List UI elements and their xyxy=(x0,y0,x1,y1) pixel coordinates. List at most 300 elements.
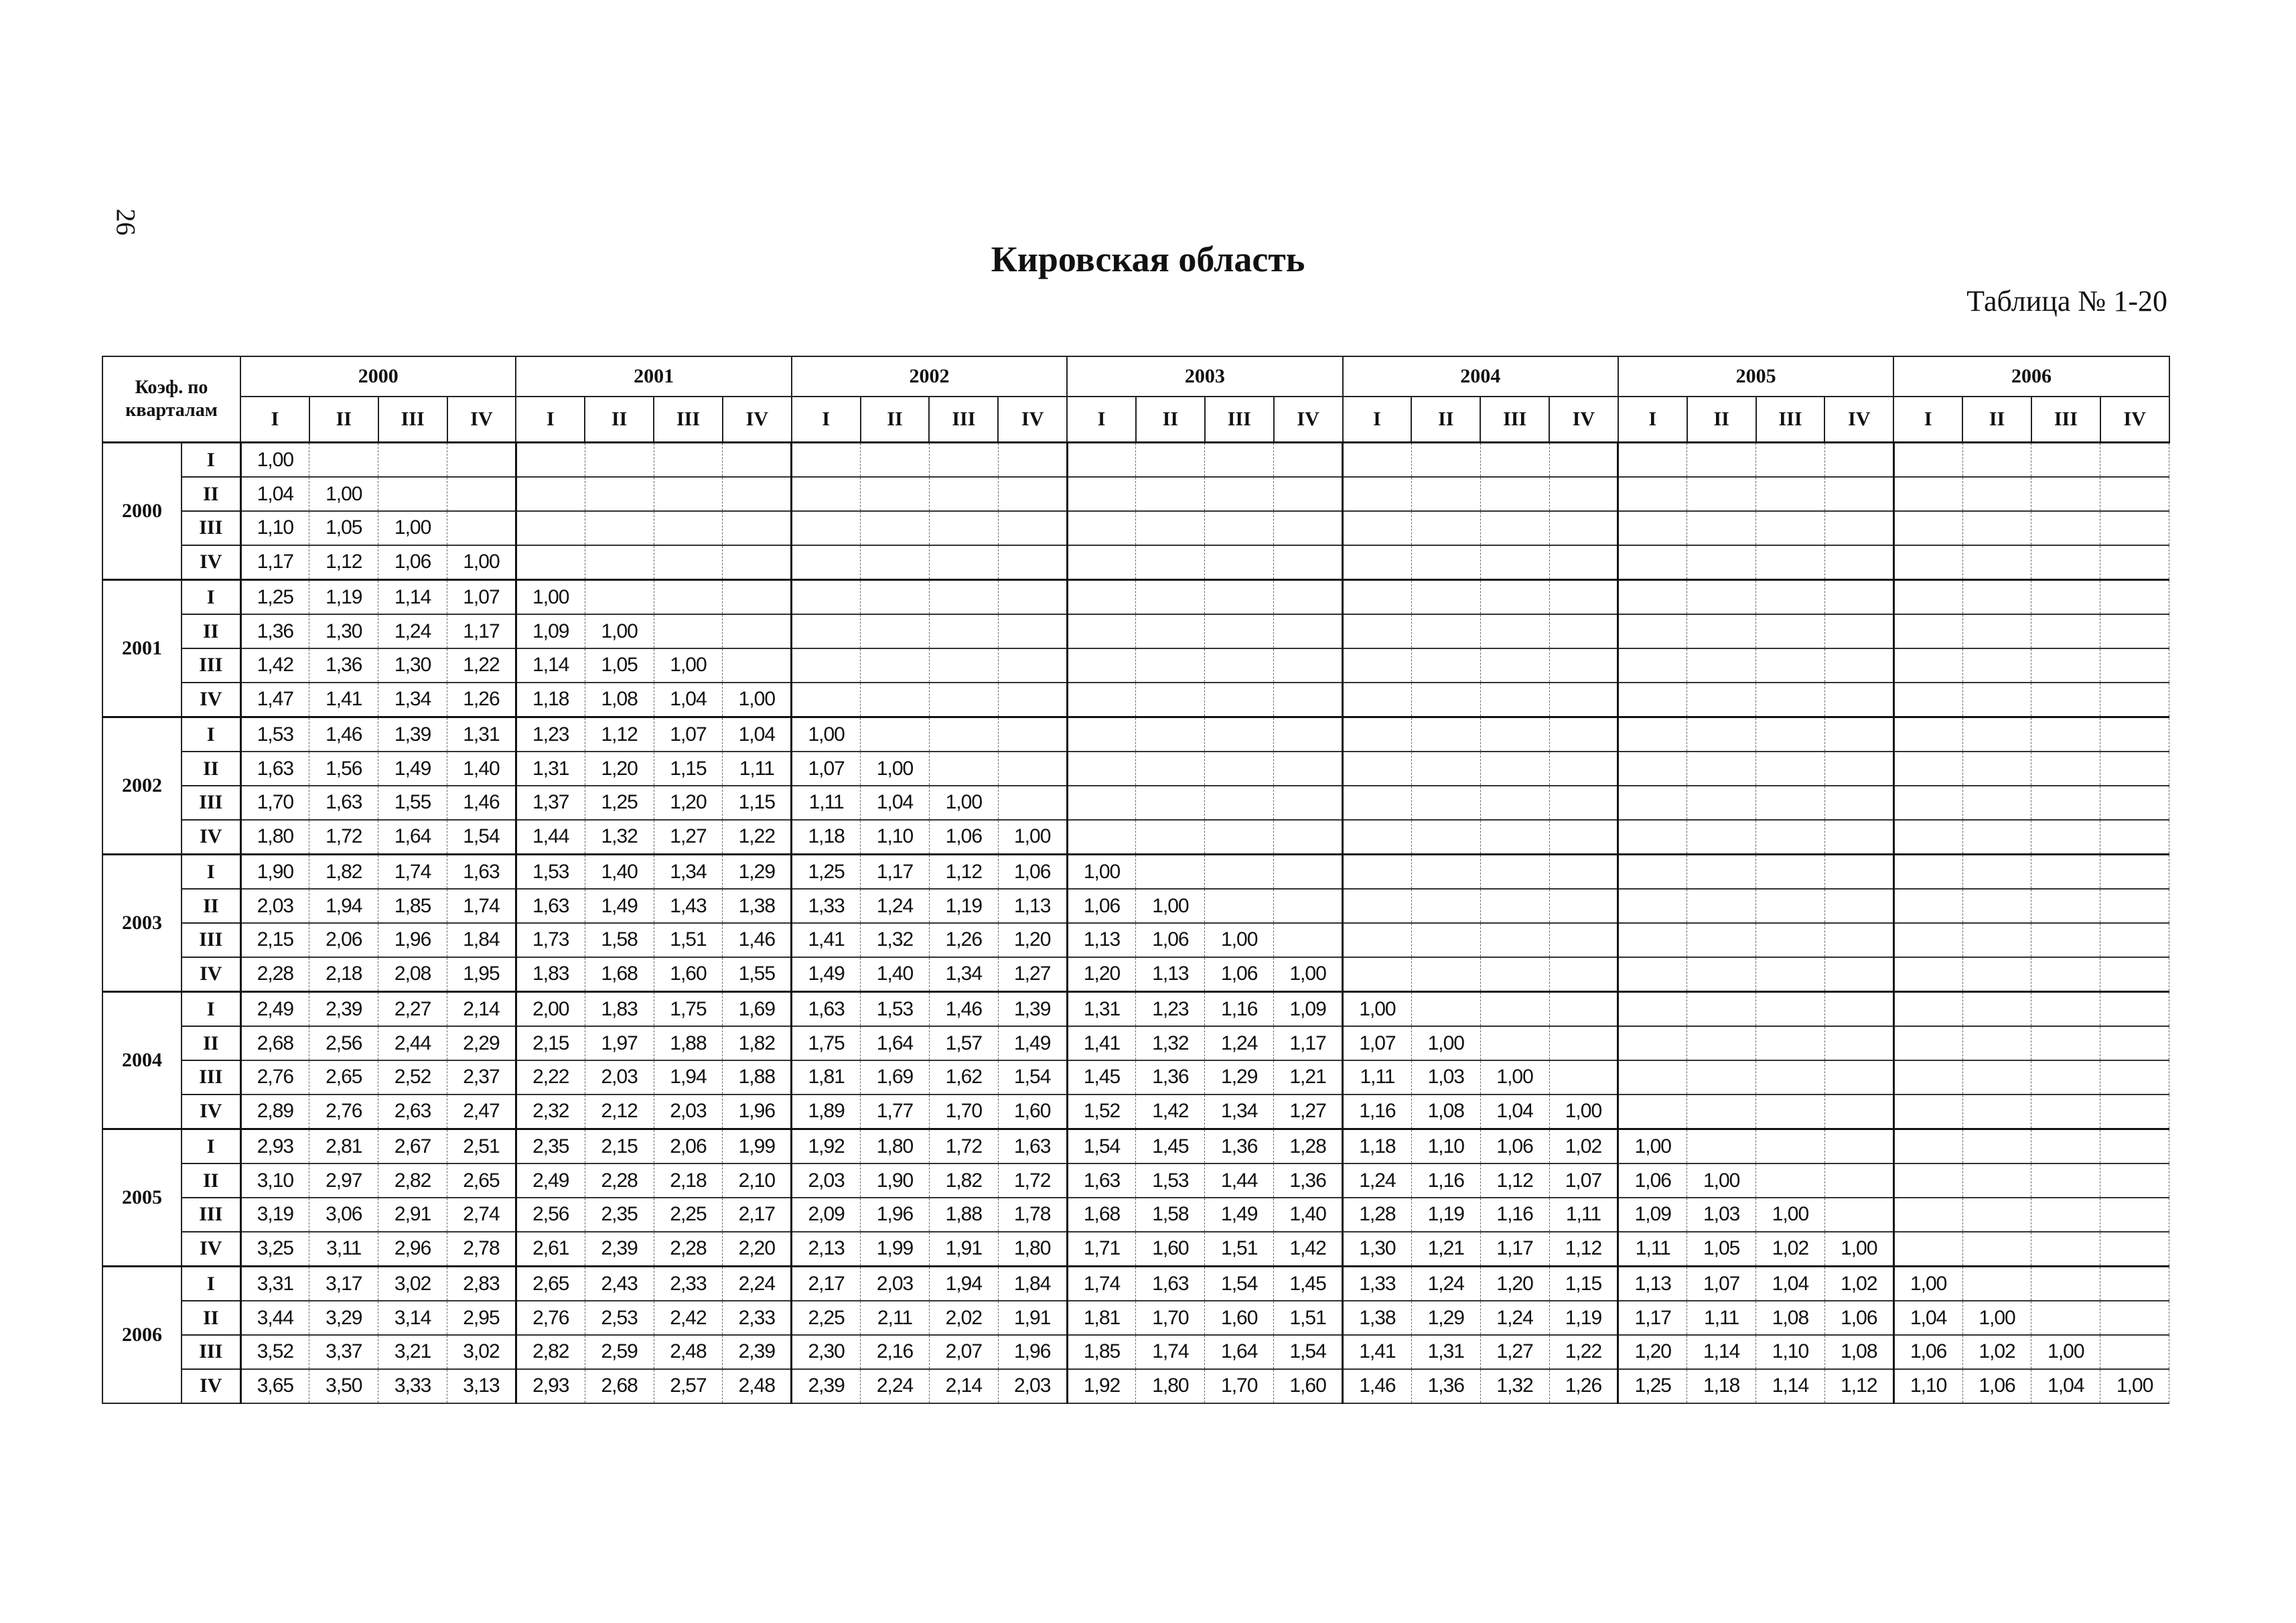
coefficient-cell xyxy=(2100,1026,2169,1060)
coefficient-cell xyxy=(1618,717,1687,752)
coefficient-cell: 1,42 xyxy=(1274,1232,1343,1267)
coefficient-cell: 1,24 xyxy=(1205,1026,1274,1060)
coefficient-cell: 1,27 xyxy=(654,820,723,855)
coefficient-cell xyxy=(2100,1232,2169,1267)
corner-header-line: Коэф. по xyxy=(135,377,208,398)
coefficient-cell xyxy=(2031,820,2100,855)
coefficient-cell: 1,00 xyxy=(2031,1335,2100,1369)
coefficient-cell xyxy=(1343,889,1412,923)
coefficient-cell: 1,69 xyxy=(861,1060,930,1095)
coefficient-cell xyxy=(1136,511,1205,545)
coefficient-cell: 1,83 xyxy=(516,957,585,992)
row-quarter-label: II xyxy=(182,614,240,648)
coefficient-cell xyxy=(1893,683,1962,717)
coefficient-cell xyxy=(1756,752,1825,786)
coefficient-cell: 1,71 xyxy=(1067,1232,1136,1267)
coefficient-cell: 1,60 xyxy=(1136,1232,1205,1267)
coefficient-cell xyxy=(1205,820,1274,855)
coefficient-cell: 1,63 xyxy=(792,992,861,1027)
coefficient-cell: 2,65 xyxy=(516,1267,585,1301)
corner-header xyxy=(102,356,240,443)
coefficient-cell xyxy=(1205,648,1274,683)
column-quarter-header: IV xyxy=(447,397,516,443)
coefficient-cell xyxy=(1687,683,1756,717)
coefficient-cell xyxy=(929,614,998,648)
coefficient-cell xyxy=(1411,683,1480,717)
coefficient-cell xyxy=(1687,580,1756,615)
row-quarter-label: I xyxy=(182,992,240,1027)
coefficient-cell: 2,15 xyxy=(585,1129,654,1164)
coefficient-cell: 1,80 xyxy=(998,1232,1067,1267)
coefficient-cell xyxy=(1480,786,1549,820)
coefficient-cell: 2,39 xyxy=(792,1369,861,1403)
coefficient-cell: 1,00 xyxy=(1618,1129,1687,1164)
column-quarter-header: I xyxy=(792,397,861,443)
coefficient-cell xyxy=(1343,648,1412,683)
coefficient-cell: 1,05 xyxy=(1687,1232,1756,1267)
coefficient-cell: 2,51 xyxy=(447,1129,516,1164)
coefficient-cell: 1,06 xyxy=(1618,1163,1687,1198)
column-quarter-header: III xyxy=(1205,397,1274,443)
coefficient-cell: 3,21 xyxy=(378,1335,447,1369)
coefficient-cell: 1,58 xyxy=(585,923,654,957)
column-quarter-header: I xyxy=(1343,397,1412,443)
corner-header-line: кварталам xyxy=(125,400,218,421)
coefficient-cell xyxy=(1824,855,1893,890)
coefficient-cell: 1,70 xyxy=(1205,1369,1274,1403)
coefficient-cell: 1,38 xyxy=(1343,1301,1412,1335)
coefficient-cell: 1,08 xyxy=(1824,1335,1893,1369)
coefficient-cell: 3,11 xyxy=(309,1232,378,1267)
coefficient-cell: 2,02 xyxy=(929,1301,998,1335)
coefficient-cell: 1,54 xyxy=(447,820,516,855)
coefficient-cell: 1,06 xyxy=(1067,889,1136,923)
column-quarter-header: I xyxy=(516,397,585,443)
coefficient-cell xyxy=(1756,889,1825,923)
coefficient-cell xyxy=(1480,957,1549,992)
coefficient-cell xyxy=(1549,957,1618,992)
coefficient-cell: 1,14 xyxy=(516,648,585,683)
coefficient-cell xyxy=(2031,889,2100,923)
coefficient-cell xyxy=(1618,443,1687,478)
coefficient-cell xyxy=(1893,820,1962,855)
coefficient-cell xyxy=(1962,1026,2031,1060)
coefficient-cell: 1,09 xyxy=(1274,992,1343,1027)
row-quarter-label: II xyxy=(182,889,240,923)
row-quarter-label: II xyxy=(182,752,240,786)
coefficient-cell: 1,94 xyxy=(309,889,378,923)
coefficient-cell xyxy=(1962,1267,2031,1301)
coefficient-cell xyxy=(1824,648,1893,683)
coefficient-cell xyxy=(1687,717,1756,752)
coefficient-cell: 1,00 xyxy=(309,477,378,511)
table-row xyxy=(102,1163,2169,1198)
coefficient-cell xyxy=(1343,752,1412,786)
coefficient-cell xyxy=(1687,1129,1756,1164)
column-quarter-header: III xyxy=(378,397,447,443)
coefficient-cell: 1,25 xyxy=(1618,1369,1687,1403)
coefficient-cell xyxy=(1549,511,1618,545)
coefficient-cell: 1,74 xyxy=(1067,1267,1136,1301)
coefficient-cell: 1,30 xyxy=(309,614,378,648)
coefficient-cell: 2,28 xyxy=(654,1232,723,1267)
coefficient-cell: 1,08 xyxy=(585,683,654,717)
coefficient-cell: 1,80 xyxy=(1136,1369,1205,1403)
coefficient-cell: 1,27 xyxy=(1480,1335,1549,1369)
coefficient-cell xyxy=(1480,683,1549,717)
coefficient-cell: 1,00 xyxy=(1962,1301,2031,1335)
coefficient-cell: 1,11 xyxy=(1687,1301,1756,1335)
coefficient-cell: 2,42 xyxy=(654,1301,723,1335)
coefficient-cell: 1,54 xyxy=(1067,1129,1136,1164)
coefficient-cell: 1,85 xyxy=(378,889,447,923)
coefficient-cell: 1,20 xyxy=(654,786,723,820)
coefficient-cell: 1,92 xyxy=(1067,1369,1136,1403)
coefficient-cell xyxy=(1411,923,1480,957)
coefficient-cell xyxy=(1756,717,1825,752)
coefficient-cell: 1,22 xyxy=(1549,1335,1618,1369)
column-quarter-header: III xyxy=(929,397,998,443)
coefficient-cell xyxy=(2031,923,2100,957)
coefficient-cell xyxy=(1274,477,1343,511)
coefficient-cell xyxy=(1962,1095,2031,1129)
coefficient-cell: 1,00 xyxy=(516,580,585,615)
coefficient-cell: 2,25 xyxy=(792,1301,861,1335)
coefficient-cell: 1,24 xyxy=(1343,1163,1412,1198)
row-year-label: 2001 xyxy=(102,580,182,717)
coefficient-cell xyxy=(1824,889,1893,923)
coefficient-cell xyxy=(1274,683,1343,717)
coefficient-cell: 1,70 xyxy=(1136,1301,1205,1335)
coefficient-cell xyxy=(998,648,1067,683)
coefficient-cell xyxy=(1962,477,2031,511)
coefficient-cell: 1,08 xyxy=(1411,1095,1480,1129)
coefficient-cell xyxy=(1411,580,1480,615)
coefficient-cell: 1,88 xyxy=(929,1198,998,1232)
coefficient-cell: 1,80 xyxy=(240,820,309,855)
coefficient-cell: 2,30 xyxy=(792,1335,861,1369)
coefficient-cell: 2,76 xyxy=(309,1095,378,1129)
coefficient-cell: 1,26 xyxy=(447,683,516,717)
coefficient-cell: 2,24 xyxy=(723,1267,792,1301)
coefficient-cell xyxy=(1067,648,1136,683)
coefficient-cell xyxy=(1618,545,1687,580)
table-row xyxy=(102,1267,2169,1301)
coefficient-cell: 1,56 xyxy=(309,752,378,786)
coefficient-cell xyxy=(1756,786,1825,820)
coefficient-cell xyxy=(1618,957,1687,992)
coefficient-cell xyxy=(1893,614,1962,648)
coefficient-cell: 2,49 xyxy=(240,992,309,1027)
coefficient-cell xyxy=(1824,992,1893,1027)
coefficient-cell xyxy=(1893,957,1962,992)
coefficient-cell: 1,62 xyxy=(929,1060,998,1095)
coefficient-cell: 1,72 xyxy=(929,1129,998,1164)
coefficient-cell: 2,08 xyxy=(378,957,447,992)
coefficient-cell: 1,84 xyxy=(998,1267,1067,1301)
coefficient-cell xyxy=(2031,477,2100,511)
coefficient-cell: 2,18 xyxy=(654,1163,723,1198)
coefficient-cell: 1,83 xyxy=(585,992,654,1027)
coefficient-cell xyxy=(1824,1060,1893,1095)
coefficient-cell: 1,00 xyxy=(1411,1026,1480,1060)
coefficient-cell: 3,44 xyxy=(240,1301,309,1335)
table-row xyxy=(102,1060,2169,1095)
coefficient-cell xyxy=(723,477,792,511)
coefficient-cell: 1,07 xyxy=(1343,1026,1412,1060)
row-quarter-label: II xyxy=(182,477,240,511)
coefficient-cell: 2,33 xyxy=(654,1267,723,1301)
coefficient-cell: 2,48 xyxy=(654,1335,723,1369)
column-year-header: 2001 xyxy=(516,356,791,397)
coefficient-cell xyxy=(723,545,792,580)
coefficient-cell: 2,76 xyxy=(240,1060,309,1095)
row-quarter-label: III xyxy=(182,1060,240,1095)
coefficient-cell xyxy=(1480,923,1549,957)
coefficient-cell xyxy=(1067,477,1136,511)
coefficient-cell: 1,07 xyxy=(1687,1267,1756,1301)
coefficient-cell: 1,05 xyxy=(585,648,654,683)
coefficient-cell xyxy=(1343,511,1412,545)
coefficient-cell xyxy=(585,580,654,615)
coefficient-cell xyxy=(1067,717,1136,752)
coefficient-cell: 1,00 xyxy=(1687,1163,1756,1198)
coefficient-cell xyxy=(1824,580,1893,615)
coefficient-cell: 2,15 xyxy=(240,923,309,957)
coefficient-cell: 1,23 xyxy=(1136,992,1205,1027)
coefficient-cell xyxy=(1618,511,1687,545)
coefficient-cell: 1,74 xyxy=(447,889,516,923)
coefficient-cell xyxy=(2031,1163,2100,1198)
coefficient-cell: 2,67 xyxy=(378,1129,447,1164)
coefficient-cell xyxy=(2031,1198,2100,1232)
row-quarter-label: IV xyxy=(182,683,240,717)
coefficient-cell: 1,13 xyxy=(1067,923,1136,957)
coefficient-cell: 1,10 xyxy=(1411,1129,1480,1164)
coefficient-cell: 1,60 xyxy=(1205,1301,1274,1335)
coefficient-cell xyxy=(1756,683,1825,717)
column-quarter-header: III xyxy=(1480,397,1549,443)
coefficient-cell xyxy=(723,511,792,545)
coefficient-cell: 1,17 xyxy=(240,545,309,580)
coefficient-cell: 1,24 xyxy=(1480,1301,1549,1335)
coefficient-cell xyxy=(1067,786,1136,820)
coefficient-cell: 1,21 xyxy=(1411,1232,1480,1267)
coefficient-cell: 1,17 xyxy=(447,614,516,648)
coefficient-cell xyxy=(1687,1060,1756,1095)
coefficient-cell: 1,14 xyxy=(1687,1335,1756,1369)
coefficient-cell: 1,00 xyxy=(792,717,861,752)
coefficient-cell xyxy=(1274,545,1343,580)
coefficient-cell xyxy=(1136,443,1205,478)
coefficient-cell: 2,81 xyxy=(309,1129,378,1164)
coefficient-cell xyxy=(654,545,723,580)
coefficient-cell: 1,10 xyxy=(1756,1335,1825,1369)
coefficient-cell: 1,69 xyxy=(723,992,792,1027)
coefficient-cell: 1,18 xyxy=(792,820,861,855)
coefficient-cell: 1,00 xyxy=(1067,855,1136,890)
coefficient-cell: 2,15 xyxy=(516,1026,585,1060)
column-quarter-header: III xyxy=(2031,397,2100,443)
coefficient-cell: 1,31 xyxy=(1411,1335,1480,1369)
coefficient-cell xyxy=(1687,511,1756,545)
coefficient-cell xyxy=(447,477,516,511)
coefficient-cell: 1,74 xyxy=(378,855,447,890)
coefficient-cell xyxy=(1343,855,1412,890)
coefficient-cell xyxy=(1962,1060,2031,1095)
coefficient-cell: 1,00 xyxy=(654,648,723,683)
coefficient-cell xyxy=(1893,477,1962,511)
coefficient-cell: 1,53 xyxy=(1136,1163,1205,1198)
coefficient-cell xyxy=(654,511,723,545)
coefficient-cell: 1,04 xyxy=(1756,1267,1825,1301)
row-quarter-label: IV xyxy=(182,820,240,855)
coefficient-cell: 2,76 xyxy=(516,1301,585,1335)
coefficient-cell xyxy=(1962,1163,2031,1198)
coefficient-cell xyxy=(1411,855,1480,890)
coefficient-cell xyxy=(1411,511,1480,545)
coefficient-cell: 2,03 xyxy=(861,1267,930,1301)
column-year-header: 2003 xyxy=(1067,356,1342,397)
coefficient-cell xyxy=(2100,717,2169,752)
row-quarter-label: IV xyxy=(182,1232,240,1267)
table-row xyxy=(102,1232,2169,1267)
coefficient-cell: 3,17 xyxy=(309,1267,378,1301)
coefficient-cell xyxy=(1756,1163,1825,1198)
row-quarter-label: I xyxy=(182,443,240,478)
coefficient-cell: 1,02 xyxy=(1824,1267,1893,1301)
coefficient-cell xyxy=(1893,1026,1962,1060)
coefficient-cell: 3,13 xyxy=(447,1369,516,1403)
coefficient-cell: 1,10 xyxy=(1893,1369,1962,1403)
coefficient-cell: 1,00 xyxy=(585,614,654,648)
coefficient-cell xyxy=(792,614,861,648)
coefficient-cell: 2,03 xyxy=(240,889,309,923)
coefficient-cell xyxy=(929,580,998,615)
coefficient-cell xyxy=(1893,1163,1962,1198)
coefficient-cell xyxy=(1136,820,1205,855)
coefficient-cell: 1,40 xyxy=(1274,1198,1343,1232)
coefficient-cell xyxy=(2100,786,2169,820)
coefficient-cell xyxy=(1893,786,1962,820)
coefficient-cell xyxy=(1549,855,1618,890)
coefficient-cell: 2,93 xyxy=(516,1369,585,1403)
coefficient-cell xyxy=(1687,648,1756,683)
coefficient-cell xyxy=(2100,648,2169,683)
coefficient-cell xyxy=(1893,511,1962,545)
column-quarter-header: IV xyxy=(723,397,792,443)
coefficient-cell: 1,72 xyxy=(998,1163,1067,1198)
coefficient-cell xyxy=(998,477,1067,511)
coefficient-cell: 2,82 xyxy=(516,1335,585,1369)
coefficient-cell xyxy=(1687,752,1756,786)
coefficient-cell: 2,93 xyxy=(240,1129,309,1164)
coefficient-cell: 1,12 xyxy=(1824,1369,1893,1403)
coefficient-cell xyxy=(2100,1060,2169,1095)
coefficient-cell xyxy=(1962,752,2031,786)
coefficient-cell: 2,11 xyxy=(861,1301,930,1335)
table-row xyxy=(102,992,2169,1027)
coefficient-cell xyxy=(1618,820,1687,855)
row-quarter-label: IV xyxy=(182,1095,240,1129)
coefficient-cell: 1,33 xyxy=(792,889,861,923)
coefficient-cell: 2,91 xyxy=(378,1198,447,1232)
coefficient-cell: 1,19 xyxy=(1549,1301,1618,1335)
row-quarter-label: III xyxy=(182,1198,240,1232)
coefficient-cell: 2,03 xyxy=(585,1060,654,1095)
table-row xyxy=(102,683,2169,717)
coefficient-cell xyxy=(2031,683,2100,717)
coefficient-cell xyxy=(378,477,447,511)
coefficient-cell xyxy=(1480,545,1549,580)
table-row xyxy=(102,889,2169,923)
coefficient-cell: 1,82 xyxy=(929,1163,998,1198)
coefficient-cell: 1,03 xyxy=(1687,1198,1756,1232)
coefficient-cell xyxy=(1687,1095,1756,1129)
table-row xyxy=(102,923,2169,957)
coefficient-cell: 1,63 xyxy=(1067,1163,1136,1198)
coefficient-cell: 1,70 xyxy=(240,786,309,820)
coefficient-cell xyxy=(2031,580,2100,615)
coefficient-cell xyxy=(1343,477,1412,511)
coefficient-cell xyxy=(1756,443,1825,478)
coefficient-cell: 1,00 xyxy=(2100,1369,2169,1403)
coefficient-cell: 1,82 xyxy=(309,855,378,890)
coefficient-cell: 1,44 xyxy=(1205,1163,1274,1198)
coefficient-cell xyxy=(1480,889,1549,923)
coefficient-cell xyxy=(1067,820,1136,855)
coefficient-cell: 1,20 xyxy=(1480,1267,1549,1301)
coefficient-cell xyxy=(1549,580,1618,615)
coefficient-cell xyxy=(1480,717,1549,752)
coefficient-cell xyxy=(2031,1129,2100,1164)
coefficient-cell: 2,68 xyxy=(585,1369,654,1403)
coefficient-cell xyxy=(378,443,447,478)
coefficient-cell xyxy=(1824,477,1893,511)
coefficient-cell xyxy=(1136,580,1205,615)
coefficient-cell xyxy=(1618,1060,1687,1095)
coefficient-cell: 2,22 xyxy=(516,1060,585,1095)
coefficient-cell: 1,54 xyxy=(998,1060,1067,1095)
coefficient-cell: 1,64 xyxy=(1205,1335,1274,1369)
coefficient-cell: 1,07 xyxy=(1549,1163,1618,1198)
column-quarter-header: II xyxy=(861,397,930,443)
coefficient-cell xyxy=(2031,957,2100,992)
coefficient-cell xyxy=(929,648,998,683)
coefficient-cell xyxy=(929,511,998,545)
coefficient-cell: 1,36 xyxy=(309,648,378,683)
coefficient-cell xyxy=(1962,511,2031,545)
coefficient-cell: 2,16 xyxy=(861,1335,930,1369)
coefficient-cell: 2,06 xyxy=(654,1129,723,1164)
coefficient-cell: 2,35 xyxy=(516,1129,585,1164)
page-number: 26 xyxy=(111,208,141,236)
coefficient-cell xyxy=(1687,855,1756,890)
coefficient-cell xyxy=(1067,443,1136,478)
coefficient-cell xyxy=(1824,511,1893,545)
coefficient-cell xyxy=(1618,786,1687,820)
coefficient-cell xyxy=(1343,683,1412,717)
coefficient-cell: 1,00 xyxy=(929,786,998,820)
coefficient-cell xyxy=(1893,752,1962,786)
coefficient-cell: 1,41 xyxy=(792,923,861,957)
coefficient-cell xyxy=(1411,614,1480,648)
coefficient-cell: 1,53 xyxy=(861,992,930,1027)
coefficient-cell: 1,75 xyxy=(792,1026,861,1060)
column-year-header: 2000 xyxy=(240,356,516,397)
coefficient-cell xyxy=(2031,752,2100,786)
coefficient-cell xyxy=(2100,1129,2169,1164)
